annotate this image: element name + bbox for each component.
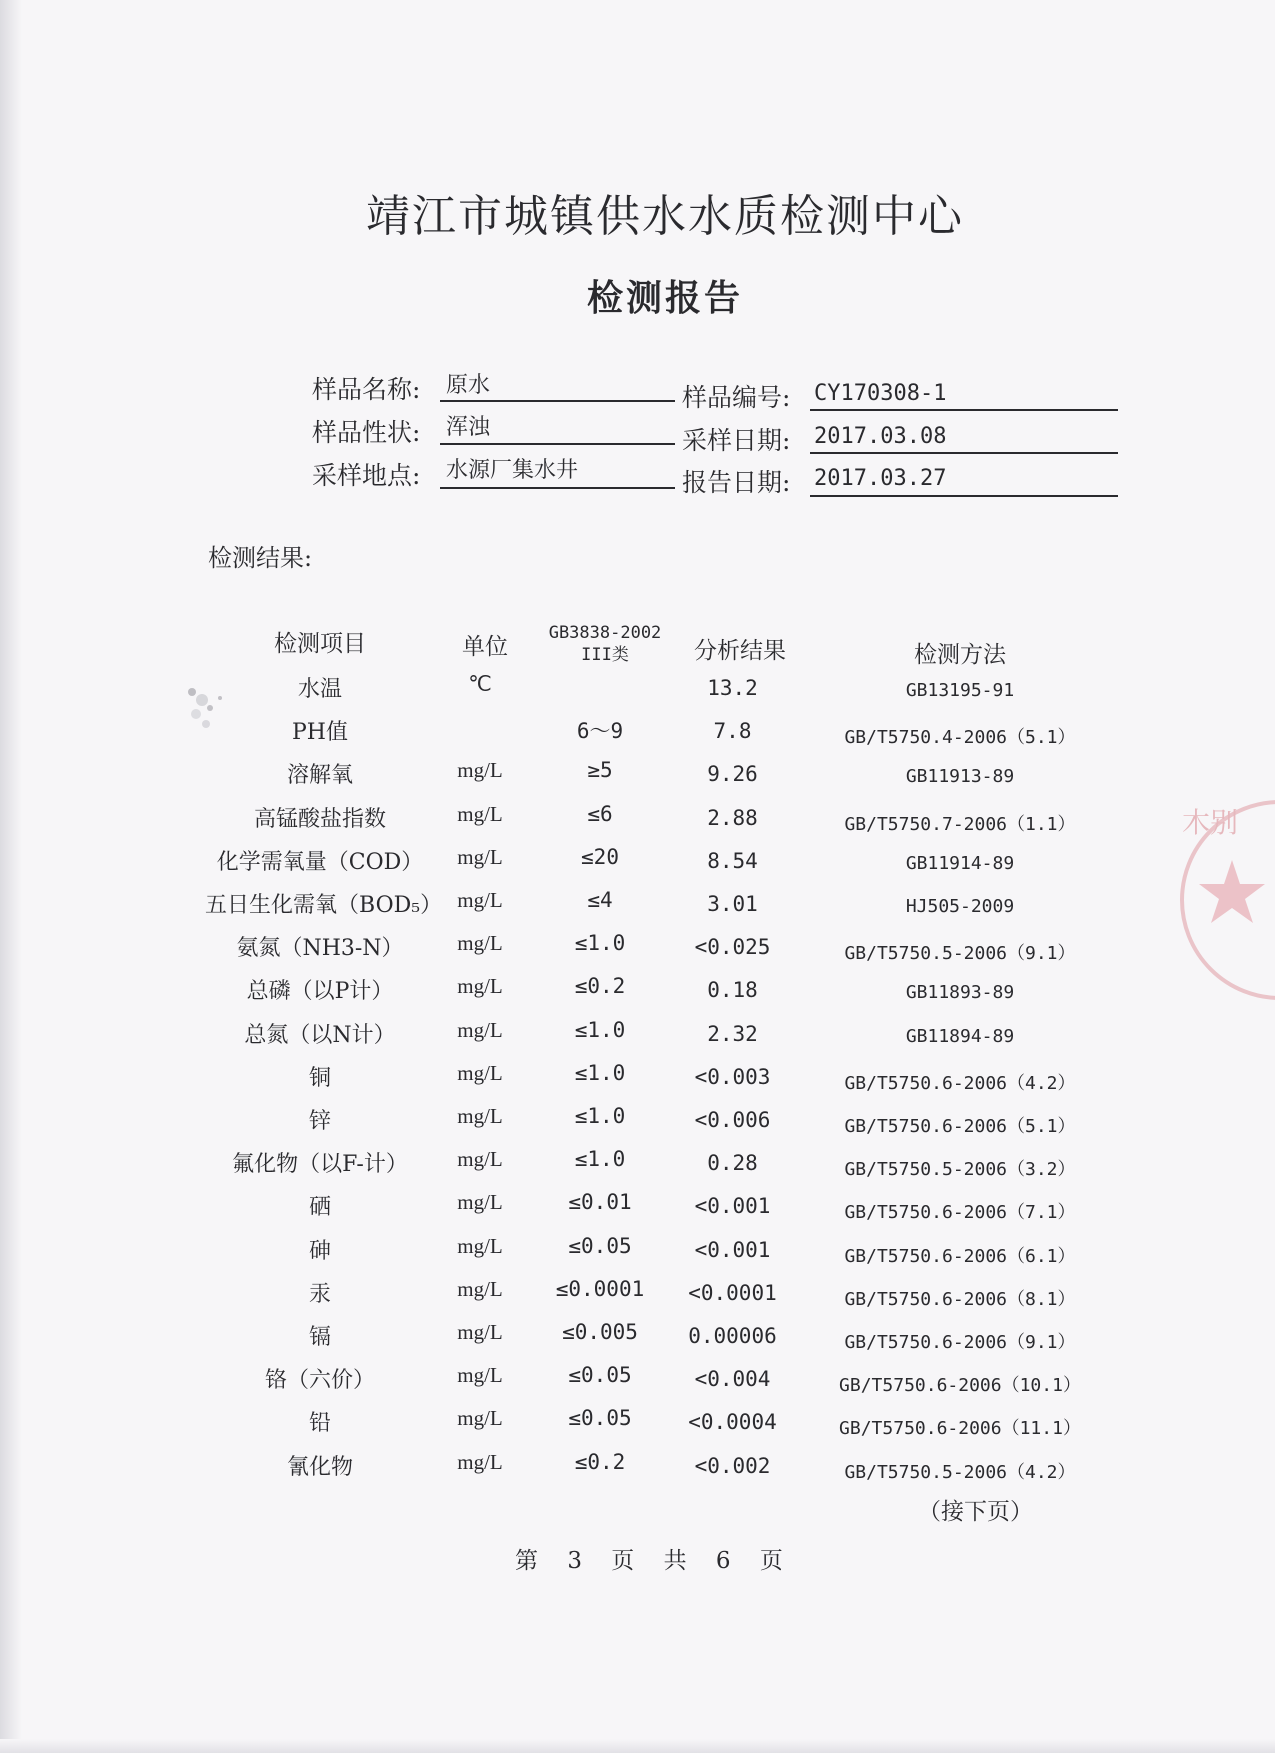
cell-result: <0.001 bbox=[694, 1238, 771, 1262]
cell-method: GB11893-89 bbox=[905, 982, 1015, 1003]
cell-result: <0.003 bbox=[694, 1065, 771, 1089]
report-date-value: 2017.03.27 bbox=[814, 466, 947, 491]
cell-item: 高锰酸盐指数 bbox=[253, 807, 386, 832]
sampling-location-label: 采样地点: bbox=[312, 461, 421, 490]
footer-page-word: 页 bbox=[611, 1548, 635, 1574]
cell-unit: mg/L bbox=[457, 1277, 503, 1301]
cell-unit: mg/L bbox=[457, 845, 503, 869]
cell-item: 总氮（以N计） bbox=[244, 1023, 396, 1048]
cell-item: 砷 bbox=[308, 1239, 331, 1264]
cell-result: <0.0004 bbox=[688, 1410, 777, 1434]
sample-state-value: 浑浊 bbox=[446, 415, 491, 440]
official-seal bbox=[1170, 780, 1275, 1040]
scan-smudge bbox=[180, 680, 240, 740]
cell-method: GB/T5750.7-2006（1.1） bbox=[844, 814, 1076, 835]
header-standard-line1: GB3838-2002 bbox=[548, 623, 662, 643]
cell-unit: mg/L bbox=[457, 1190, 503, 1214]
report-date-underline bbox=[810, 495, 1118, 497]
cell-unit: mg/L bbox=[457, 1061, 503, 1085]
cell-item: 铅 bbox=[308, 1411, 331, 1436]
cell-item: 氰化物 bbox=[286, 1455, 353, 1480]
cell-item: 锌 bbox=[308, 1109, 331, 1134]
sampling-location-value: 水源厂集水井 bbox=[446, 458, 579, 483]
cell-standard: ≤20 bbox=[581, 845, 619, 869]
cell-result: <0.006 bbox=[694, 1108, 771, 1132]
cell-standard: ≤0.05 bbox=[568, 1234, 632, 1258]
cell-result: 8.54 bbox=[707, 849, 758, 873]
cell-standard: ≤4 bbox=[587, 888, 613, 912]
footer-total-suffix: 页 bbox=[759, 1548, 783, 1574]
cell-method: HJ505-2009 bbox=[905, 896, 1015, 917]
cell-item: 铬（六价） bbox=[264, 1368, 375, 1393]
cell-item: 铜 bbox=[308, 1066, 331, 1091]
cell-unit: mg/L bbox=[457, 974, 503, 998]
sampling-date-underline bbox=[810, 452, 1118, 454]
cell-method: GB/T5750.6-2006（4.2） bbox=[844, 1073, 1076, 1094]
cell-unit: mg/L bbox=[457, 931, 503, 955]
cell-result: 7.8 bbox=[713, 719, 752, 743]
cell-item: 水温 bbox=[297, 677, 342, 702]
results-label: 检测结果: bbox=[208, 544, 313, 572]
cell-item: 氟化物（以F-计） bbox=[232, 1152, 408, 1177]
sample-id-label: 样品编号: bbox=[682, 383, 791, 412]
cell-unit: mg/L bbox=[457, 1018, 503, 1042]
header-standard-line2: III类 bbox=[581, 645, 629, 665]
cell-item: 镉 bbox=[308, 1325, 331, 1350]
cell-unit: mg/L bbox=[457, 1450, 503, 1474]
cell-item: 氨氮（NH3-N） bbox=[236, 936, 404, 961]
sample-name-value: 原水 bbox=[446, 373, 491, 398]
cell-unit: mg/L bbox=[457, 1104, 503, 1128]
cell-result: <0.001 bbox=[694, 1194, 771, 1218]
sampling-location-underline bbox=[440, 487, 675, 489]
cell-method: GB/T5750.4-2006（5.1） bbox=[844, 727, 1076, 748]
cell-result: 0.18 bbox=[707, 978, 758, 1002]
scan-bottom-shadow bbox=[0, 1739, 1275, 1753]
cell-item: 总磷（以P计） bbox=[246, 979, 394, 1004]
cell-unit: mg/L bbox=[457, 888, 503, 912]
cell-unit: ℃ bbox=[468, 672, 492, 696]
cell-standard: ≤1.0 bbox=[574, 1104, 626, 1128]
cell-method: GB/T5750.5-2006（4.2） bbox=[844, 1462, 1076, 1483]
cell-standard: ≤0.005 bbox=[562, 1320, 638, 1344]
cell-method: GB/T5750.6-2006（9.1） bbox=[844, 1332, 1076, 1353]
cell-unit: mg/L bbox=[457, 758, 503, 782]
cell-unit: mg/L bbox=[457, 802, 503, 826]
sampling-date-label: 采样日期: bbox=[682, 426, 791, 455]
report-date-label: 报告日期: bbox=[682, 468, 791, 497]
cell-standard: ≤6 bbox=[587, 802, 613, 826]
cell-result: 9.26 bbox=[707, 762, 758, 786]
cell-standard: ≤0.2 bbox=[574, 974, 626, 998]
sampling-date-value: 2017.03.08 bbox=[814, 424, 947, 449]
cell-standard: 6～9 bbox=[576, 719, 624, 743]
cell-standard: ≤0.05 bbox=[568, 1406, 632, 1430]
cell-unit: mg/L bbox=[457, 1320, 503, 1344]
footer-total-pages: 6 bbox=[715, 1548, 731, 1574]
cell-result: <0.0001 bbox=[688, 1281, 777, 1305]
cell-method: GB/T5750.6-2006（6.1） bbox=[844, 1246, 1076, 1267]
cell-result: 13.2 bbox=[707, 676, 758, 700]
cell-item: 硒 bbox=[308, 1195, 331, 1220]
cell-method: GB/T5750.6-2006（7.1） bbox=[844, 1202, 1076, 1223]
cell-method: GB11913-89 bbox=[905, 766, 1015, 787]
sample-state-underline bbox=[440, 443, 675, 445]
cell-item: 五日生化需氧（BOD₅） bbox=[205, 893, 443, 918]
cell-standard: ≤0.05 bbox=[568, 1363, 632, 1387]
cell-result: 0.28 bbox=[707, 1151, 758, 1175]
cell-method: GB11914-89 bbox=[905, 853, 1015, 874]
sample-name-underline bbox=[440, 400, 675, 402]
header-standard bbox=[535, 622, 675, 666]
sample-state-label: 样品性状: bbox=[312, 418, 421, 447]
cell-standard: ≤1.0 bbox=[574, 931, 626, 955]
cell-item: 汞 bbox=[308, 1282, 331, 1307]
cell-standard: ≥5 bbox=[587, 758, 613, 782]
cell-result: 3.01 bbox=[707, 892, 758, 916]
cell-method: GB/T5750.6-2006（5.1） bbox=[844, 1116, 1076, 1137]
cell-unit: mg/L bbox=[457, 1363, 503, 1387]
sample-name-label: 样品名称: bbox=[312, 375, 421, 404]
cell-item: 化学需氧量（COD） bbox=[216, 850, 424, 875]
cell-unit: mg/L bbox=[457, 1147, 503, 1171]
header-method: 检测方法 bbox=[914, 642, 1006, 668]
cell-item: 溶解氧 bbox=[286, 763, 353, 788]
sample-id-underline bbox=[810, 409, 1118, 411]
cell-unit: mg/L bbox=[457, 1406, 503, 1430]
cell-method: GB/T5750.6-2006（11.1） bbox=[839, 1418, 1081, 1439]
cell-result: 2.88 bbox=[707, 806, 758, 830]
seal-text: 木别 bbox=[1182, 806, 1239, 839]
report-title: 检测报告 bbox=[586, 277, 743, 319]
cell-standard: ≤0.0001 bbox=[555, 1277, 645, 1301]
cell-method: GB/T5750.5-2006（3.2） bbox=[844, 1159, 1076, 1180]
sample-id-value: CY170308-1 bbox=[814, 381, 947, 406]
cell-method: GB/T5750.6-2006（8.1） bbox=[844, 1289, 1076, 1310]
cell-item: PH值 bbox=[292, 720, 348, 745]
footer-page-prefix: 第 bbox=[515, 1548, 538, 1574]
cell-standard: ≤1.0 bbox=[574, 1147, 626, 1171]
cell-result: 0.00006 bbox=[688, 1324, 777, 1348]
cell-result: <0.002 bbox=[694, 1454, 771, 1478]
cell-method: GB/T5750.5-2006（9.1） bbox=[844, 943, 1076, 964]
footer-page-number: 3 bbox=[567, 1548, 582, 1574]
header-unit: 单位 bbox=[462, 634, 508, 660]
cell-standard: ≤0.2 bbox=[574, 1450, 626, 1474]
cell-method: GB11894-89 bbox=[905, 1026, 1015, 1047]
footer-total-word: 共 bbox=[663, 1548, 687, 1574]
organization-title: 靖江市城镇供水水质检测中心 bbox=[366, 191, 964, 242]
cell-result: 2.32 bbox=[707, 1022, 758, 1046]
continue-note: （接下页） bbox=[918, 1499, 1033, 1525]
cell-method: GB/T5750.6-2006（10.1） bbox=[839, 1375, 1081, 1396]
cell-result: <0.025 bbox=[694, 935, 771, 959]
page-footer bbox=[515, 1542, 783, 1575]
cell-standard: ≤1.0 bbox=[574, 1018, 626, 1042]
scan-edge-shadow bbox=[0, 0, 22, 1753]
cell-result: <0.004 bbox=[694, 1367, 771, 1391]
header-result: 分析结果 bbox=[694, 638, 786, 664]
cell-method: GB13195-91 bbox=[905, 680, 1015, 701]
cell-standard: ≤0.01 bbox=[568, 1190, 632, 1214]
header-item: 检测项目 bbox=[274, 631, 366, 657]
cell-unit: mg/L bbox=[457, 1234, 503, 1258]
cell-standard: ≤1.0 bbox=[574, 1061, 626, 1085]
